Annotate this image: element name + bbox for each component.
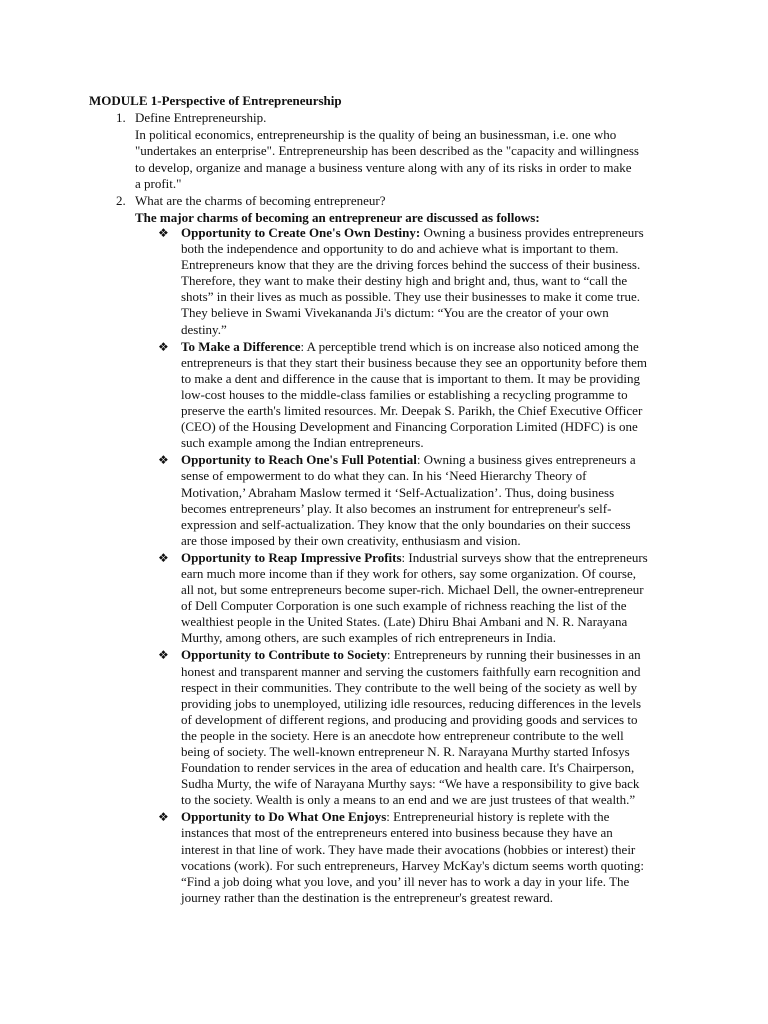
bullet-text-line: Murthy, among others, are such examples of rich entrepreneurs in India.	[181, 630, 556, 646]
bullet-text-line: expression and self-actualization. They know that the only boundaries on their success	[181, 516, 631, 532]
bullet-text-line: preserve the earth's limited resources. Mr. Deepak S. Parikh, the Chief Executive Officer	[181, 403, 643, 419]
bullet-text-line: of development of different regions, and producing and providing goods and services to	[181, 711, 638, 727]
question-body	[135, 193, 687, 226]
bullet-text-line: destiny.”	[181, 321, 227, 337]
bullet-text-line: They believe in Swami Vivekananda Ji's dictum: “You are the creator of your own	[181, 305, 609, 321]
bullet-item	[158, 452, 698, 549]
bullet-item	[158, 339, 698, 452]
bullet-text-line: shots” in their lives as much as possible. They use their businesses to make it come true.	[181, 289, 641, 305]
bullet-text-line: all not, but some entrepreneurs become super-rich. Michael Dell, the owner-entrepreneur	[181, 582, 644, 598]
question-text: What are the charms of becoming entrepreneur?	[135, 193, 386, 208]
bullet-text-line: entrepreneurs is that they start their business because they see an opportunity before them	[181, 354, 648, 370]
bullet-text-line: journey rather than the destination is the entrepreneur's greatest reward.	[181, 889, 553, 905]
diamond-bullet-icon: ❖	[158, 810, 169, 825]
diamond-bullet-icon: ❖	[158, 648, 169, 663]
bullet-text-line: are those imposed by their own creativity, enthusiasm and vision.	[181, 532, 521, 548]
bullet-text-line: earn much more income than if they work for others, say some organization. Of course,	[181, 565, 636, 581]
bullet-text: : Entrepreneurial history is replete with the	[386, 809, 610, 825]
bullet-text-line: of Dell Computer Corporation is one such example of richness reaching the list of the	[181, 598, 627, 614]
bullet-text-line: Sudha Murty, the wife of Narayana Murthy says: “We have a responsibility to give back	[181, 776, 640, 792]
bullet-text: Owning a business provides entrepreneurs	[420, 225, 644, 240]
module-title: MODULE 1-Perspective of Entrepreneurship	[89, 93, 342, 108]
bullet-text-line: to make a dent and difference in the cause that is important to them. It may be providing	[181, 370, 640, 386]
bullet-item	[158, 550, 698, 647]
bullet-first-line	[181, 647, 698, 663]
bullet-text-line: the people in the society. Here is an anecdote how entrepreneur contribute to the well	[181, 727, 624, 743]
bullet-text-line: both the independence and opportunity to do and achieve what is important to them.	[181, 241, 619, 257]
answer-line: In political economics, entrepreneurship is the quality of being an businessman, i.e. one who	[135, 126, 617, 142]
bullet-text-line: sense of empowerment to do what they can. In his ‘Need Hierarchy Theory of	[181, 468, 587, 484]
bullet-title: Opportunity to Do What One Enjoys	[181, 809, 387, 825]
bullet-item	[158, 647, 698, 808]
charms-bullet-list	[158, 225, 698, 907]
bullet-item	[158, 225, 698, 338]
bullet-text-line: respect in their communities. They contribute to the well being of the society as well by	[181, 679, 638, 695]
bullet-text-line: honest and transparent manner and serving the customers faithfully earn recognition and	[181, 663, 641, 679]
bullet-text-line: being of society. The well-known entrepreneur N. R. Narayana Murthy started Infosys	[181, 744, 630, 759]
bullet-text-line: providing jobs to unemployed, utilizing idle resources, reducing differences in the levels	[181, 695, 642, 711]
bullet-title: Opportunity to Create One's Own Destiny:	[181, 225, 421, 240]
diamond-bullet-icon: ❖	[158, 226, 169, 240]
bullet-title: To Make a Difference	[181, 338, 301, 354]
bullet-text-line: such example among the Indian entrepreneurs.	[181, 435, 424, 451]
bullet-first-line	[181, 452, 698, 468]
answer-lead-in: The major charms of becoming an entrepreneur are discussed as follows:	[135, 209, 540, 225]
question-text: Define Entrepreneurship.	[135, 110, 267, 125]
bullet-first-line	[181, 550, 698, 566]
bullet-text: : Owning a business gives entrepreneurs a	[416, 452, 636, 468]
bullet-text: : A perceptible trend which is on increase also noticed among the	[300, 338, 639, 354]
bullet-text-line: becomes entrepreneurs’ play. It also becomes an instrument for entrepreneur's self-	[181, 500, 612, 516]
question-body	[135, 110, 687, 193]
bullet-item	[158, 809, 698, 906]
bullet-text-line: wealthiest people in the United States. (Late) Dhiru Bhai Ambani and N. R. Narayana	[181, 614, 628, 630]
question-number: 2.	[116, 193, 126, 208]
bullet-text-line: Motivation,’ Abraham Maslow termed it ‘Self-Actualization’. Thus, doing business	[181, 484, 615, 500]
bullet-text-line: low-cost houses to the middle-class families or establishing a recycling programme to	[181, 386, 628, 402]
diamond-bullet-icon: ❖	[158, 550, 169, 565]
bullet-text-line: to the society. Wealth is only a means to an end and we are just trustees of that wealth.”	[181, 792, 636, 808]
bullet-text-line: instances that most of the entrepreneurs entered into business because they have an	[181, 825, 613, 841]
diamond-bullet-icon: ❖	[158, 339, 169, 354]
answer-line: "undertakes an enterprise". Entrepreneurship has been described as the "capacity and willingness	[135, 143, 639, 158]
answer-line: a profit."	[135, 176, 182, 191]
bullet-title: Opportunity to Reap Impressive Profits	[181, 549, 402, 565]
bullet-text-line: Foundation to render services in the area of education and health care. It's Chairperson,	[181, 760, 635, 776]
bullet-text-line: Entrepreneurs know that they are the driving forces behind the success of their business.	[181, 257, 641, 273]
bullet-text: : Entrepreneurs by running their businesses in an	[386, 647, 641, 663]
bullet-text: : Industrial surveys show that the entrepreneurs	[401, 549, 648, 565]
bullet-first-line	[181, 809, 698, 825]
diamond-bullet-icon: ❖	[158, 453, 169, 468]
bullet-first-line	[181, 339, 698, 355]
bullet-text-line: “Find a job doing what you love, and you’ ill never has to work a day in your life. The	[181, 873, 630, 889]
bullet-title: Opportunity to Contribute to Society	[181, 647, 387, 663]
bullet-text-line: (CEO) of the Housing Development and Financing Corporation Limited (HDFC) is one	[181, 419, 638, 435]
answer-line: to develop, organize and manage a business venture along with any of its risks in order to make	[135, 159, 632, 175]
bullet-text-line: vocations (work). For such entrepreneurs, Harvey McKay's dictum seems worth quoting:	[181, 857, 645, 873]
bullet-text-line: Therefore, they want to make their destiny high and bright and, thus, want to “call the	[181, 273, 628, 289]
bullet-title: Opportunity to Reach One's Full Potential	[181, 452, 417, 468]
bullet-first-line	[181, 225, 698, 241]
question-number: 1.	[116, 110, 126, 125]
bullet-text-line: interest in that line of work. They have made their avocations (hobbies or interest) their	[181, 841, 636, 857]
